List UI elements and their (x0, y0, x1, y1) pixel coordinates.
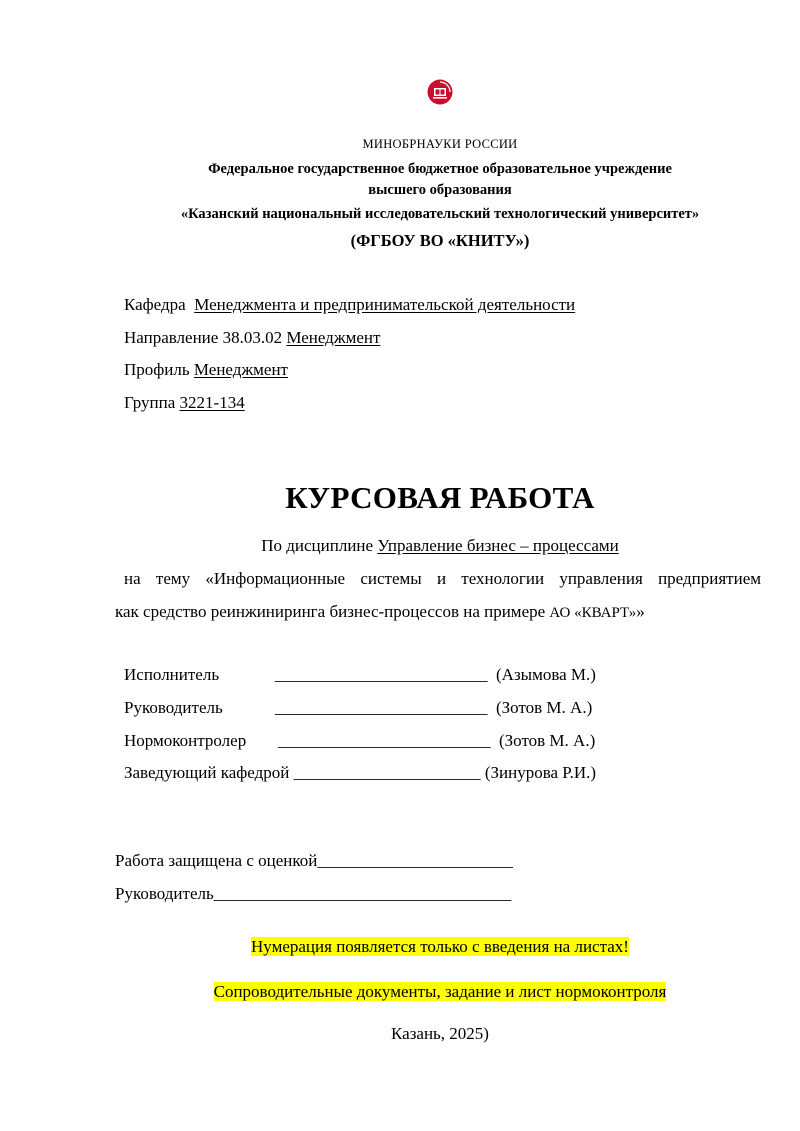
attachments-note-row (0, 982, 800, 1002)
supervisor-line: ___________________________________ (213, 884, 512, 903)
signature-line: _________________________ (278, 731, 491, 750)
signature-row-supervisor (124, 698, 592, 718)
signature-line: _________________________ (275, 665, 488, 684)
university-emblem-icon (427, 79, 453, 105)
signature-line: ______________________ (293, 763, 481, 782)
signature-row-executor (124, 665, 596, 685)
signature-name: (Азымова М.) (496, 665, 596, 684)
signature-role: Заведующий кафедрой (124, 763, 290, 782)
city-year: Казань, 2025) (391, 1024, 489, 1043)
document-title: КУРСОВАЯ РАБОТА (285, 480, 595, 515)
signature-row-head (124, 763, 596, 783)
org-line-1: Федеральное государственное бюджетное образовательное учреждение (208, 161, 672, 177)
discipline-value: Управление бизнес – процессами (377, 536, 619, 555)
signature-role: Исполнитель (124, 665, 220, 684)
ministry-name: МИНОБРНАУКИ РОССИИ (362, 137, 518, 151)
direction-row (124, 328, 380, 348)
signature-name: (Зинурова Р.И.) (484, 763, 597, 782)
department-row (124, 295, 575, 315)
supervisor-row (115, 884, 511, 904)
grade-line: _______________________ (317, 851, 513, 870)
org-line-3: «Казанский национальный исследовательский технологический университет» (180, 206, 700, 222)
org-line-2: высшего образования (368, 182, 512, 198)
numbering-note: Нумерация появляется только с введения на листах! (251, 937, 629, 956)
department-value: Менеджмента и предпринимательской деятельности (194, 295, 576, 314)
attachments-note: Сопроводительные документы, задание и лист нормоконтроля (213, 982, 667, 1001)
org-abbreviation: (ФГБОУ ВО «КНИТУ») (350, 231, 530, 250)
topic-company: АО «КВАРТ» (549, 605, 637, 621)
supervisor-label: Руководитель (115, 884, 214, 903)
group-value: 3221-134 (179, 393, 245, 412)
signature-role: Руководитель (124, 698, 223, 717)
signature-row-normcontroller (124, 731, 595, 751)
department-label: Кафедра (124, 295, 186, 314)
numbering-note-row (0, 937, 800, 957)
topic-line-2 (115, 602, 645, 622)
topic-line-2-main: как средство реинжиниринга бизнес-процессов на примере (115, 602, 550, 621)
group-row (124, 393, 245, 413)
grade-row (115, 851, 513, 871)
topic-line-1: на тему «Информационные системы и технологии управления предприятием (124, 569, 761, 588)
grade-label: Работа защищена с оценкой (115, 851, 318, 870)
discipline-row (0, 536, 800, 556)
profile-row (124, 360, 288, 380)
topic-line-2-end: » (636, 602, 645, 621)
discipline-label: По дисциплине (261, 536, 374, 555)
signature-name: (Зотов М. А.) (496, 698, 593, 717)
profile-label: Профиль (124, 360, 190, 379)
group-label: Группа (124, 393, 176, 412)
direction-value: Менеджмент (286, 328, 381, 347)
signature-line: _________________________ (275, 698, 488, 717)
signature-name: (Зотов М. А.) (499, 731, 596, 750)
direction-label: Направление 38.03.02 (124, 328, 283, 347)
profile-value: Менеджмент (193, 360, 288, 379)
signature-role: Нормоконтролер (124, 731, 247, 750)
